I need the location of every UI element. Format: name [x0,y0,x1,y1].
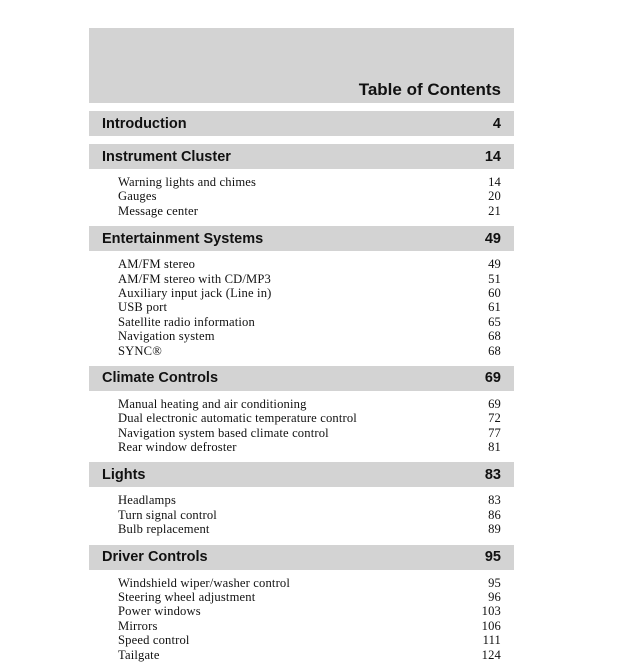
toc-entry-label: Speed control [118,633,190,648]
toc-entry[interactable] [118,522,501,536]
toc-title: Table of Contents [358,80,501,99]
toc-entry-label: Headlamps [118,493,177,508]
toc-entry[interactable] [118,411,501,425]
toc-entry[interactable] [118,329,501,343]
toc-entry[interactable] [118,257,501,271]
toc-entry-label: Steering wheel adjustment [118,590,256,605]
toc-entry[interactable] [118,204,501,218]
toc-entry[interactable] [118,440,501,454]
toc-entry[interactable] [118,648,501,662]
toc-entry-label: Navigation system based climate control [118,425,329,440]
section-spacer [89,218,514,226]
toc-entry[interactable] [118,315,501,329]
toc-entry-page: 49 [488,257,501,272]
toc-entry-label: Dual electronic automatic temperature control [118,411,357,426]
toc-entry-page: 95 [488,575,501,590]
toc-entry-page: 77 [488,425,501,440]
section-title: Climate Controls [102,370,219,387]
toc-entry-page: 106 [481,618,501,633]
toc-entry[interactable] [118,619,501,633]
section-page-number: 83 [484,466,501,483]
toc-entry-label: Mirrors [118,618,158,633]
toc-entry-page: 21 [488,203,501,218]
toc-entry-page: 61 [488,300,501,315]
section-heading[interactable] [89,111,514,136]
toc-entry-label: AM/FM stereo with CD/MP3 [118,271,271,286]
toc-entry-label: Navigation system [118,329,215,344]
section-spacer [89,136,514,144]
toc-entry[interactable] [118,272,501,286]
toc-entry[interactable] [118,604,501,618]
toc-entry-label: SYNC® [118,343,162,358]
toc-entry-label: Auxiliary input jack (Line in) [118,285,272,300]
section-item-list [89,397,514,455]
toc-entry-label: Rear window defroster [118,440,237,455]
toc-entry-page: 86 [488,507,501,522]
toc-entry-label: Tailgate [118,647,160,662]
toc-entry[interactable] [118,493,501,507]
section-title: Driver Controls [102,549,208,566]
section-heading[interactable] [89,545,514,570]
section-spacer [89,358,514,366]
toc-entry-page: 51 [488,271,501,286]
toc-entry[interactable] [118,397,501,411]
section-heading[interactable] [89,462,514,487]
toc-entry[interactable] [118,175,501,189]
toc-entry-label: AM/FM stereo [118,257,196,272]
toc-entry-page: 124 [481,647,501,662]
section-title: Entertainment Systems [102,230,264,247]
section-item-list [89,257,514,358]
toc-entry-page: 20 [488,189,501,204]
toc-entry-label: USB port [118,300,168,315]
toc-entry[interactable] [118,344,501,358]
section-spacer [89,103,514,111]
toc-entry[interactable] [118,633,501,647]
toc-entry-page: 69 [488,396,501,411]
toc-header [89,28,514,103]
section-title: Introduction [102,115,187,132]
toc-entry-page: 103 [481,604,501,619]
toc-entry-label: Bulb replacement [118,522,210,537]
section-page-number: 49 [484,230,501,247]
toc-entry-page: 81 [488,440,501,455]
section-item-list [89,493,514,536]
toc-entry-page: 65 [488,314,501,329]
toc-entry-page: 72 [488,411,501,426]
toc-entry-page: 60 [488,285,501,300]
section-title: Lights [102,466,146,483]
section-page-number: 14 [484,148,501,165]
toc-body [89,103,514,662]
toc-entry[interactable] [118,189,501,203]
section-heading[interactable] [89,144,514,169]
toc-entry-page: 14 [488,175,501,189]
toc-entry-page: 96 [488,590,501,605]
section-item-list [89,576,514,662]
toc-page [89,28,514,662]
section-heading[interactable] [89,226,514,251]
toc-entry[interactable] [118,300,501,314]
toc-entry-label: Warning lights and chimes [118,175,257,189]
toc-entry-label: Satellite radio information [118,314,255,329]
toc-entry-label: Message center [118,203,199,218]
section-page-number: 69 [484,370,501,387]
section-item-list [89,175,514,218]
toc-entry[interactable] [118,426,501,440]
section-spacer [89,537,514,545]
toc-entry-page: 68 [488,329,501,344]
section-page-number: 4 [492,115,501,132]
toc-entry[interactable] [118,508,501,522]
toc-entry[interactable] [118,590,501,604]
toc-entry-page: 68 [488,343,501,358]
toc-entry-label: Turn signal control [118,507,217,522]
section-heading[interactable] [89,366,514,391]
toc-entry-label: Manual heating and air conditioning [118,396,307,411]
toc-entry-page: 83 [488,493,501,508]
toc-entry[interactable] [118,576,501,590]
toc-entry-page: 111 [482,633,501,648]
section-page-number: 95 [484,549,501,566]
section-spacer [89,454,514,462]
toc-entry[interactable] [118,286,501,300]
toc-entry-page: 89 [488,522,501,537]
toc-entry-label: Gauges [118,189,157,204]
toc-entry-label: Power windows [118,604,201,619]
section-title: Instrument Cluster [102,148,231,165]
toc-entry-label: Windshield wiper/washer control [118,575,291,590]
